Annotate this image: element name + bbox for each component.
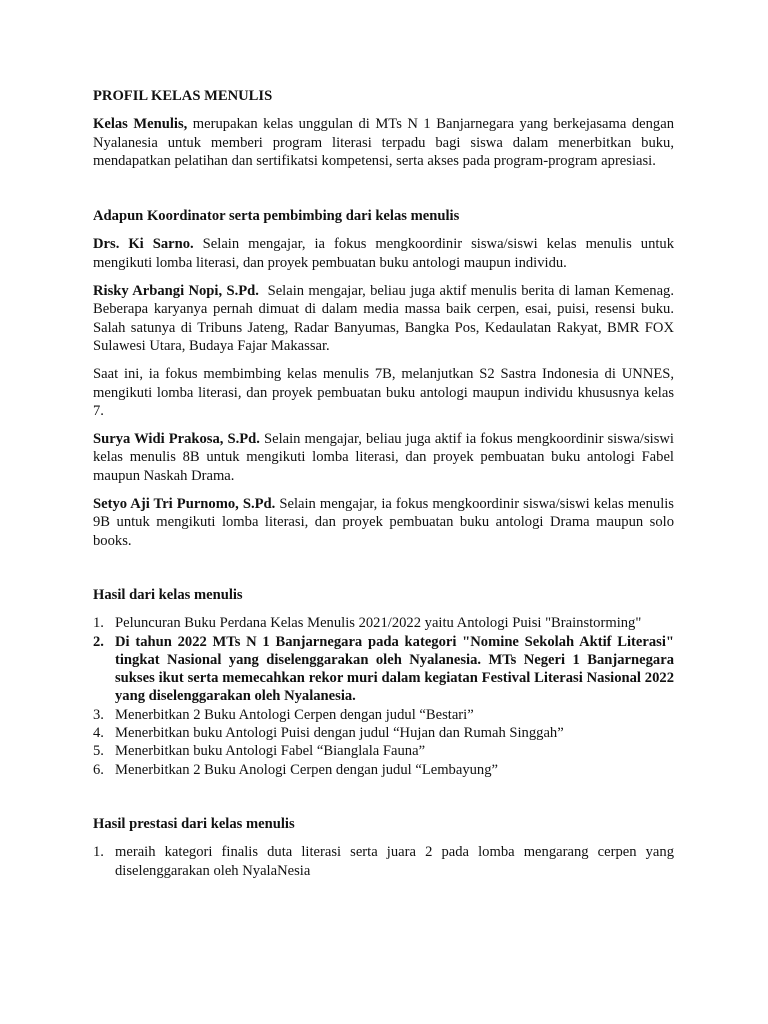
coordinator-paragraph-4 bbox=[93, 430, 674, 485]
coordinator-paragraph-1 bbox=[93, 235, 674, 272]
list-text: Menerbitkan 2 Buku Anologi Cerpen dengan judul “Lembayung” bbox=[115, 761, 499, 778]
results-heading: Hasil dari kelas menulis bbox=[93, 586, 243, 603]
intro-lead: Kelas Menulis, bbox=[93, 116, 188, 133]
list-text: meraih kategori finalis duta literasi serta juara 2 pada lomba mengarang cerpen yang diselenggarakan oleh NyalaNesia bbox=[115, 844, 674, 879]
list-number: 3. bbox=[93, 706, 104, 723]
coordinator-paragraph-2 bbox=[93, 282, 678, 355]
list-item bbox=[93, 724, 674, 742]
list-item bbox=[93, 742, 674, 760]
document-title: PROFIL KELAS MENULIS bbox=[93, 88, 273, 104]
list-item bbox=[93, 614, 674, 632]
list-item bbox=[93, 761, 674, 779]
achievements-list bbox=[93, 843, 674, 880]
list-number: 5. bbox=[93, 743, 104, 760]
coordinator-name: Surya Widi Prakosa, S.Pd. bbox=[93, 431, 260, 448]
spacer bbox=[93, 779, 674, 815]
list-text: Di tahun 2022 MTs N 1 Banjarnegara pada kategori "Nomine Sekolah Aktif Literasi" tingkat Nasional yang diselenggarakan oleh Nyalanesia. MTs Negeri 1 Banjarnegara sukses ikut serta memecahkan rekor muri dalam kegiatan Festival Literasi Nasional 2022 yang diselenggarakan oleh Nyalanesia. bbox=[115, 633, 674, 705]
list-number: 1. bbox=[93, 615, 104, 632]
coordinator-name: Setyo Aji Tri Purnomo, S.Pd. bbox=[93, 496, 276, 513]
list-item bbox=[93, 633, 674, 706]
list-item bbox=[93, 706, 674, 724]
intro-paragraph bbox=[93, 115, 674, 170]
coordinator-text: Saat ini, ia fokus membimbing kelas menulis 7B, melanjutkan S2 Sastra Indonesia di UNNES, mengikuti lomba literasi, dan proyek pembuatan buku antologi maupun individu khususnya kelas 7. bbox=[93, 366, 674, 419]
list-number: 1. bbox=[93, 844, 104, 861]
coordinator-paragraph-5 bbox=[93, 495, 674, 550]
intro-text: merupakan kelas unggulan di MTs N 1 Banjarnegara yang berkejasama dengan Nyalanesia untuk memberi program literasi terpadu bagi siswa dalam menerbitkan buku, mendapatkan pelatihan dan sertifikatsi kompetensi, serta akses pada program-program apresiasi. bbox=[93, 116, 674, 169]
coordinator-text: Selain mengajar, beliau juga aktif menulis berita di laman Kemenag. Beberapa karyanya pernah dimuat di dalam media massa baik cerpen, esai, puisi, resensi buku. Salah satunya di Tribuns Jateng, Radar Banyumas, Bangka Pos, Kedaulatan Rakyat, BMR FOX Sulawesi Utara, Budaya Fajar Makassar. bbox=[93, 283, 678, 354]
coordinator-name: Risky Arbangi Nopi, S.Pd. bbox=[93, 283, 259, 300]
results-list bbox=[93, 614, 674, 779]
document-page bbox=[93, 87, 678, 880]
list-number: 4. bbox=[93, 725, 104, 742]
list-item bbox=[93, 843, 674, 880]
coordinator-text: Selain mengajar, ia fokus mengkoordinir siswa/siswi kelas menulis 9B untuk mengikuti lomba literasi, dan proyek pembuatan buku antologi Drama maupun solo books. bbox=[93, 496, 674, 549]
coordinator-text: Selain mengajar, beliau juga aktif ia fokus mengkoordinir siswa/siswi kelas menulis 8B untuk mengikuti lomba literasi, dan proyek pembuatan buku antologi Fabel maupun Naskah Drama. bbox=[93, 431, 674, 484]
spacer bbox=[93, 560, 674, 586]
coordinator-text: Selain mengajar, ia fokus mengkoordinir siswa/siswi kelas menulis untuk mengikuti lomba literasi, dan proyek pembuatan buku antologi maupun individu. bbox=[93, 236, 675, 271]
coordinator-paragraph-3 bbox=[93, 365, 674, 420]
list-text: Menerbitkan buku Antologi Puisi dengan judul “Hujan dan Rumah Singgah” bbox=[115, 725, 564, 742]
list-number: 6. bbox=[93, 761, 104, 778]
list-text: Menerbitkan buku Antologi Fabel “Bianglala Fauna” bbox=[115, 743, 426, 760]
list-text: Peluncuran Buku Perdana Kelas Menulis 2021/2022 yaitu Antologi Puisi "Brainstorming" bbox=[115, 615, 642, 632]
spacer bbox=[93, 180, 674, 207]
coordinator-name: Drs. Ki Sarno. bbox=[93, 236, 194, 253]
coordinators-heading: Adapun Koordinator serta pembimbing dari kelas menulis bbox=[93, 208, 460, 225]
list-text: Menerbitkan 2 Buku Antologi Cerpen dengan judul “Bestari” bbox=[115, 706, 474, 723]
achievements-heading: Hasil prestasi dari kelas menulis bbox=[93, 815, 295, 832]
list-number: 2. bbox=[93, 633, 104, 650]
